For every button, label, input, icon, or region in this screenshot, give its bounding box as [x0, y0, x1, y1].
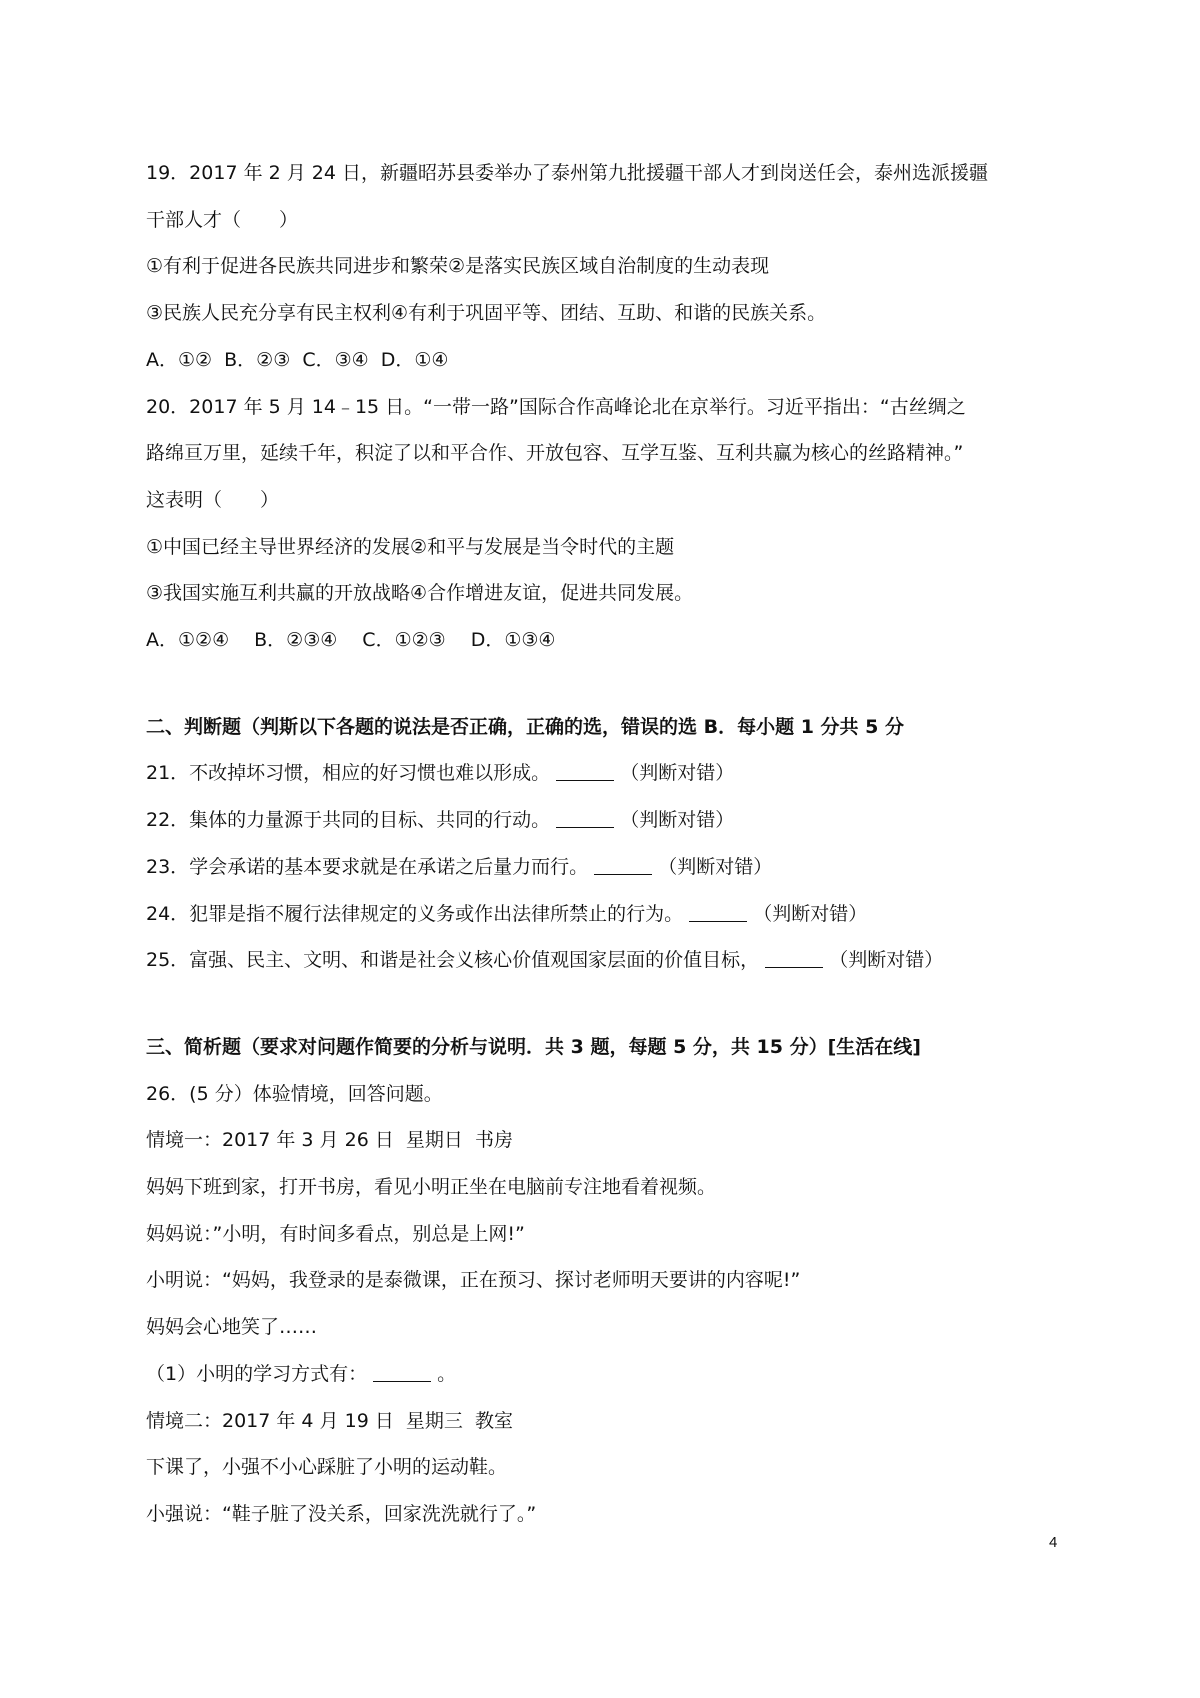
answer-blank[interactable]: [689, 903, 747, 922]
judgment-item-24: 24．犯罪是指不履行法律规定的义务或作出法律所禁止的行为。 （判断对错）: [146, 902, 868, 925]
answer-blank[interactable]: [556, 762, 614, 781]
judgment-item-25: 25．富强、民主、文明、和谐是社会义核心价值观国家层面的价值目标， （判断对错）: [146, 949, 944, 972]
q19-line2: 干部人才（ ）: [146, 208, 299, 231]
q20-line1: 20．2017 年 5 月 14﹣15 日。“一带一路”国际合作高峰论北在京举行。习近平指出：“古丝绸之: [146, 395, 966, 418]
answer-blank[interactable]: [373, 1363, 431, 1382]
answer-blank[interactable]: [556, 809, 614, 828]
scene1-line3: 小明说：“妈妈，我登录的是泰微课，正在预习、探讨老师明天要讲的内容呢!”: [146, 1269, 801, 1292]
q19-line1: 19．2017 年 2 月 24 日，新疆昭苏县委举办了泰州第九批援疆干部人才到岗送任会，泰州选派援疆: [146, 162, 988, 184]
section3-title: 三、简析题（要求对问题作简要的分析与说明．共 3 题，每题 5 分，共 15 分）[生活在线]: [146, 1035, 921, 1058]
judgment-item-22: 22．集体的力量源于共同的目标、共同的行动。 （判断对错）: [146, 809, 735, 832]
scene2-title: 情境二：2017 年 4 月 19 日 星期三 教室: [146, 1409, 513, 1432]
page-content: [146, 150, 1066, 1538]
q20-statements-34: ③我国实施互利共赢的开放战略④合作增进友谊，促进共同发展。: [146, 582, 694, 605]
judgment-item-21: 21．不改掉坏习惯，相应的好习惯也难以形成。 （判断对错）: [146, 762, 735, 785]
q19-statements-34: ③民族人民充分享有民主权利④有利于巩固平等、团结、互助、和谐的民族关系。: [146, 302, 827, 325]
q20-statements-12: ①中国已经主导世界经济的发展②和平与发展是当令时代的主题: [146, 535, 675, 558]
judgment-item-23: 23．学会承诺的基本要求就是在承诺之后量力而行。 （判断对错）: [146, 855, 773, 878]
q19-statements-12: ①有利于促进各民族共同进步和繁荣②是落实民族区域自治制度的生动表现: [146, 255, 770, 278]
scene2-line1: 下课了，小强不小心踩脏了小明的运动鞋。: [146, 1456, 508, 1479]
answer-blank[interactable]: [594, 856, 652, 875]
q26-sub1: （1）小明的学习方式有： 。: [146, 1362, 457, 1385]
scene1-line4: 妈妈会心地笑了……: [146, 1316, 318, 1339]
q19-answer-options: A．①② B．②③ C．③④ D．①④: [146, 348, 449, 371]
scene1-title: 情境一：2017 年 3 月 26 日 星期日 书房: [146, 1129, 513, 1152]
scene1-line1: 妈妈下班到家，打开书房，看见小明正坐在电脑前专注地看着视频。: [146, 1176, 717, 1199]
answer-blank[interactable]: [765, 949, 823, 968]
section2-title: 二、判断题（判斯以下各题的说法是否正确，正确的选，错误的选 B．每小题 1 分共 5 分: [146, 715, 904, 738]
scene2-line2: 小强说：“鞋子脏了没关系，回家洗洗就行了。”: [146, 1502, 537, 1525]
page-number: 4: [1049, 1534, 1058, 1551]
q20-line3: 这表明（ ）: [146, 488, 280, 511]
q26-heading: 26．(5 分）体验情境，回答问题。: [146, 1082, 443, 1105]
q20-answer-options: A．①②④ B．②③④ C．①②③ D．①③④: [146, 629, 556, 652]
q20-line2: 路绵亘万里，延续千年，积淀了以和平合作、开放包容、互学互鉴、互利共赢为核心的丝路精神。”: [146, 442, 964, 465]
scene1-line2: 妈妈说：”小明，有时间多看点，别总是上网!”: [146, 1222, 525, 1245]
